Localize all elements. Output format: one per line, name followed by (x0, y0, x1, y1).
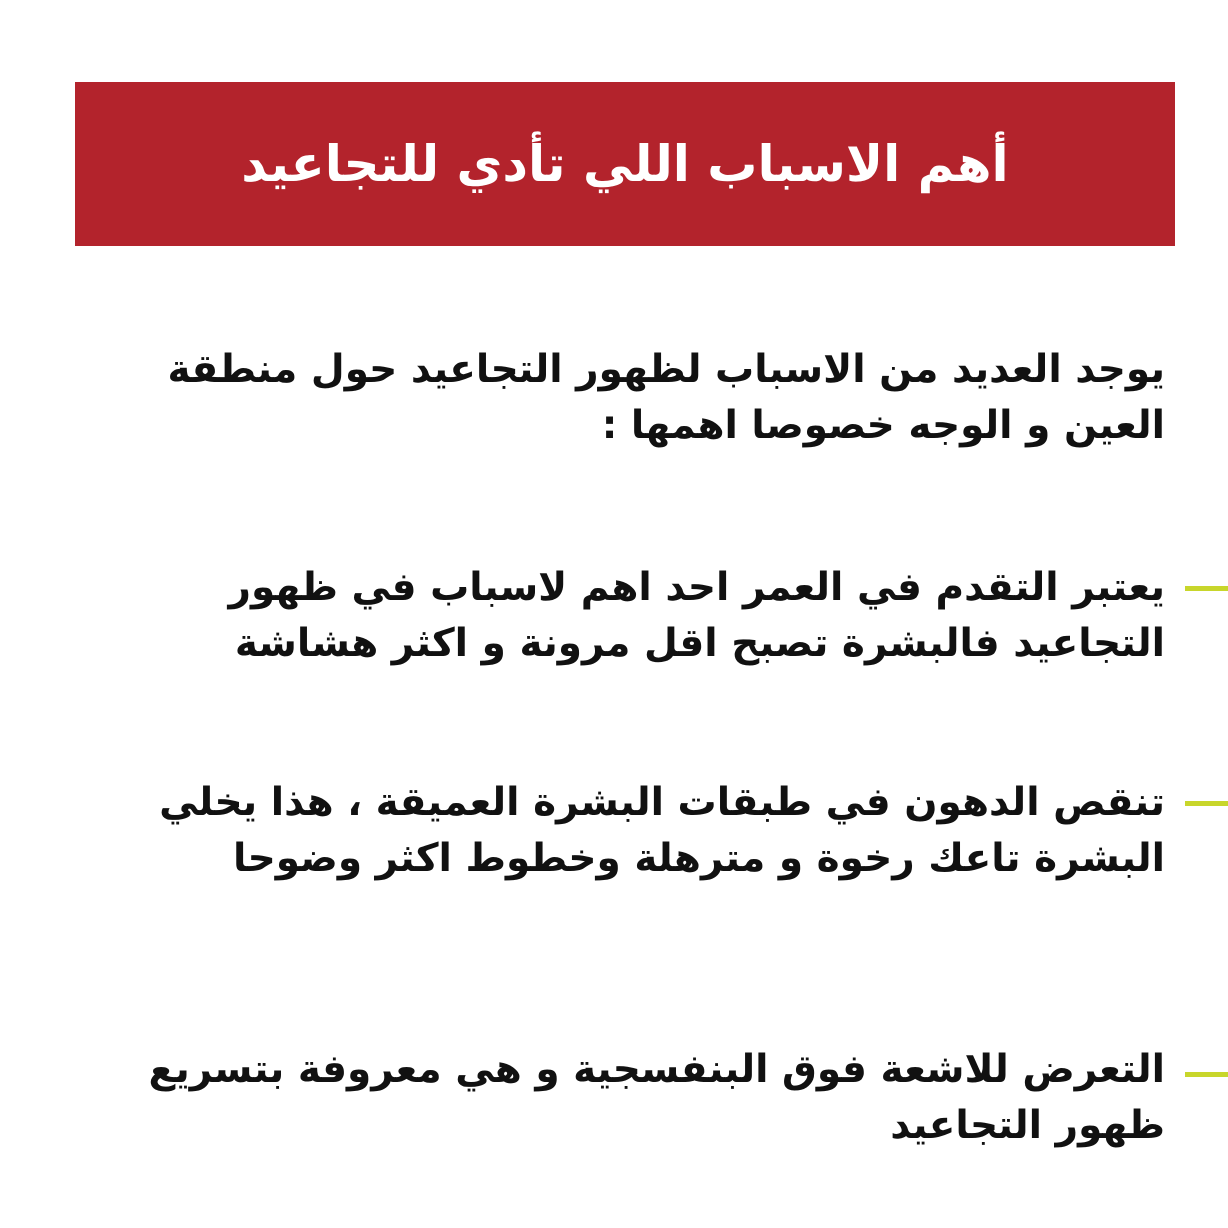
list-item: يعتبر التقدم في العمر احد اهم لاسباب في ظهور التجاعيد فالبشرة تصبح اقل مرونة و اكثر هشاشة (228, 565, 1165, 666)
list-item: تنقص الدهون في طبقات البشرة العميقة ، هذا يخلي البشرة تاعك رخوة و مترهلة وخطوط اكثر وضوحا (159, 780, 1165, 881)
bullet-line-icon (1185, 1072, 1228, 1077)
page-title: أهم الاسباب اللي تأدي للتجاعيد (241, 135, 1009, 193)
intro-paragraph: يوجد العديد من الاسباب لظهور التجاعيد حول منطقة العين و الوجه خصوصا اهمها : (167, 347, 1165, 448)
bullet-line-icon (1185, 801, 1228, 806)
list-item: التعرض للاشعة فوق البنفسجية و هي معروفة بتسريع ظهور التجاعيد (148, 1047, 1165, 1148)
bullet-line-icon (1185, 586, 1228, 591)
header-banner (75, 82, 1175, 246)
